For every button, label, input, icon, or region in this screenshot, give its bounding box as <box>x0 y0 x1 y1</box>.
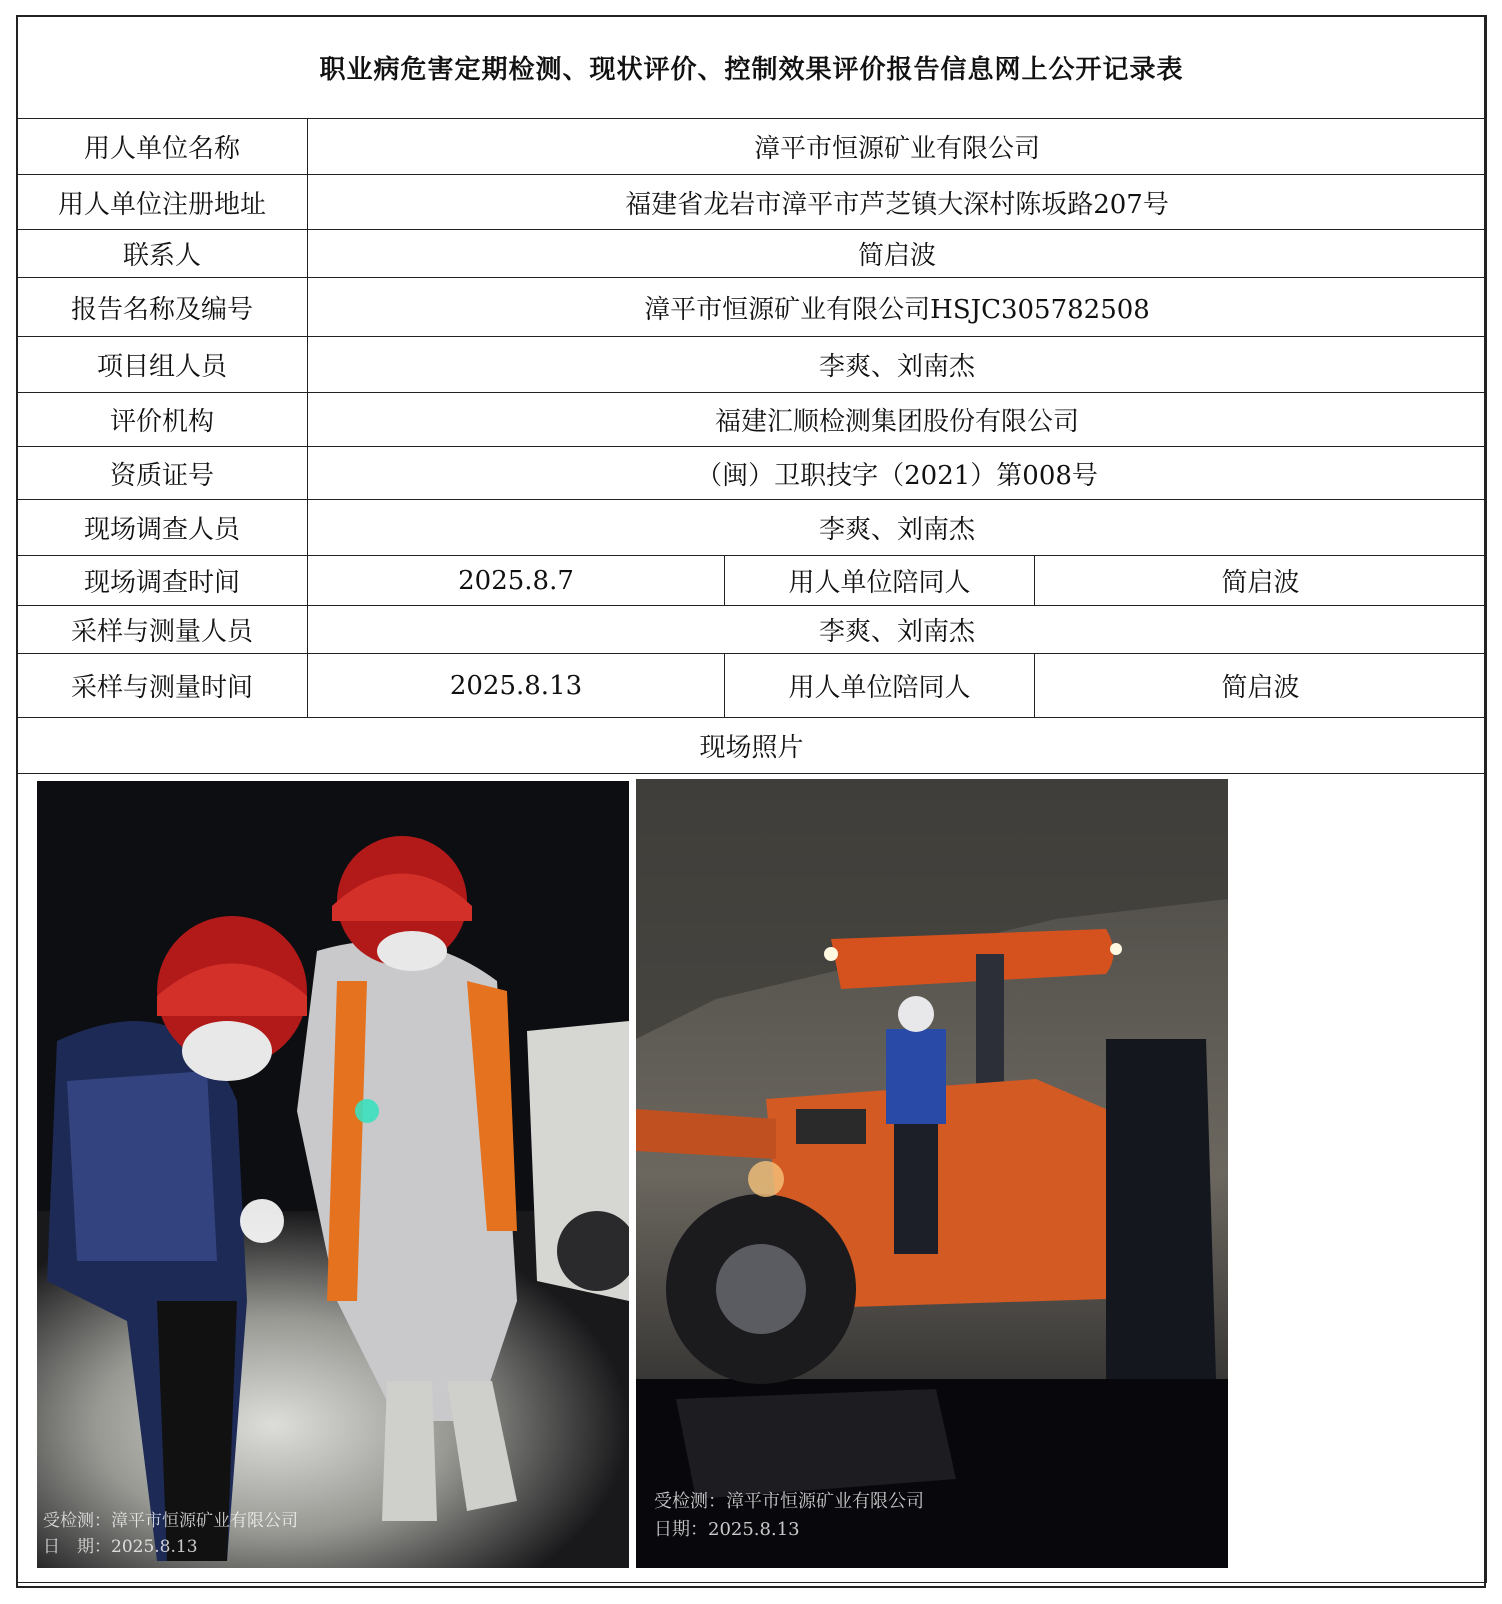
sampling-companion-label: 用人单位陪同人 <box>725 654 1035 718</box>
agency-label: 评价机构 <box>17 393 308 447</box>
team-label: 项目组人员 <box>17 337 308 393</box>
employer-address-value: 福建省龙岩市漳平市芦芝镇大深村陈坂路207号 <box>308 175 1487 230</box>
photo-2-watermark-line2: 日期：2025.8.13 <box>654 1519 800 1540</box>
record-sheet <box>16 15 1486 1588</box>
sampling-time-value: 2025.8.13 <box>308 654 725 718</box>
sampling-companion-value: 简启波 <box>1035 654 1487 718</box>
report-value: 漳平市恒源矿业有限公司HSJC305782508 <box>308 278 1487 337</box>
cert-value: （闽）卫职技字（2021）第008号 <box>308 447 1487 500</box>
team-value: 李爽、刘南杰 <box>308 337 1487 393</box>
photo-2-watermark-line1: 受检测：漳平市恒源矿业有限公司 <box>654 1491 924 1512</box>
cert-label: 资质证号 <box>17 447 308 500</box>
agency-value: 福建汇顺检测集团股份有限公司 <box>308 393 1487 447</box>
report-label: 报告名称及编号 <box>17 278 308 337</box>
contact-value: 简启波 <box>308 230 1487 278</box>
photos-cell <box>17 774 1487 1583</box>
survey-staff-label: 现场调查人员 <box>17 500 308 556</box>
survey-time-value: 2025.8.7 <box>308 556 725 606</box>
site-photo-inspectors <box>37 781 629 1568</box>
employer-name-value: 漳平市恒源矿业有限公司 <box>308 119 1487 175</box>
sampling-staff-label: 采样与测量人员 <box>17 606 308 654</box>
photo-1-watermark-line1: 受检测：漳平市恒源矿业有限公司 <box>43 1511 298 1531</box>
sampling-time-label: 采样与测量时间 <box>17 654 308 718</box>
sampling-staff-value: 李爽、刘南杰 <box>308 606 1487 654</box>
survey-staff-value: 李爽、刘南杰 <box>308 500 1487 556</box>
page-title: 职业病危害定期检测、现状评价、控制效果评价报告信息网上公开记录表 <box>17 16 1487 119</box>
employer-name-label: 用人单位名称 <box>17 119 308 175</box>
site-photo-drill-rig <box>636 779 1228 1568</box>
photos-label: 现场照片 <box>17 718 1487 774</box>
survey-time-label: 现场调查时间 <box>17 556 308 606</box>
survey-companion-value: 简启波 <box>1035 556 1487 606</box>
contact-label: 联系人 <box>17 230 308 278</box>
survey-companion-label: 用人单位陪同人 <box>725 556 1035 606</box>
photo-1-watermark-line2: 日 期：2025.8.13 <box>43 1537 198 1557</box>
employer-address-label: 用人单位注册地址 <box>17 175 308 230</box>
record-table <box>16 15 1487 1583</box>
